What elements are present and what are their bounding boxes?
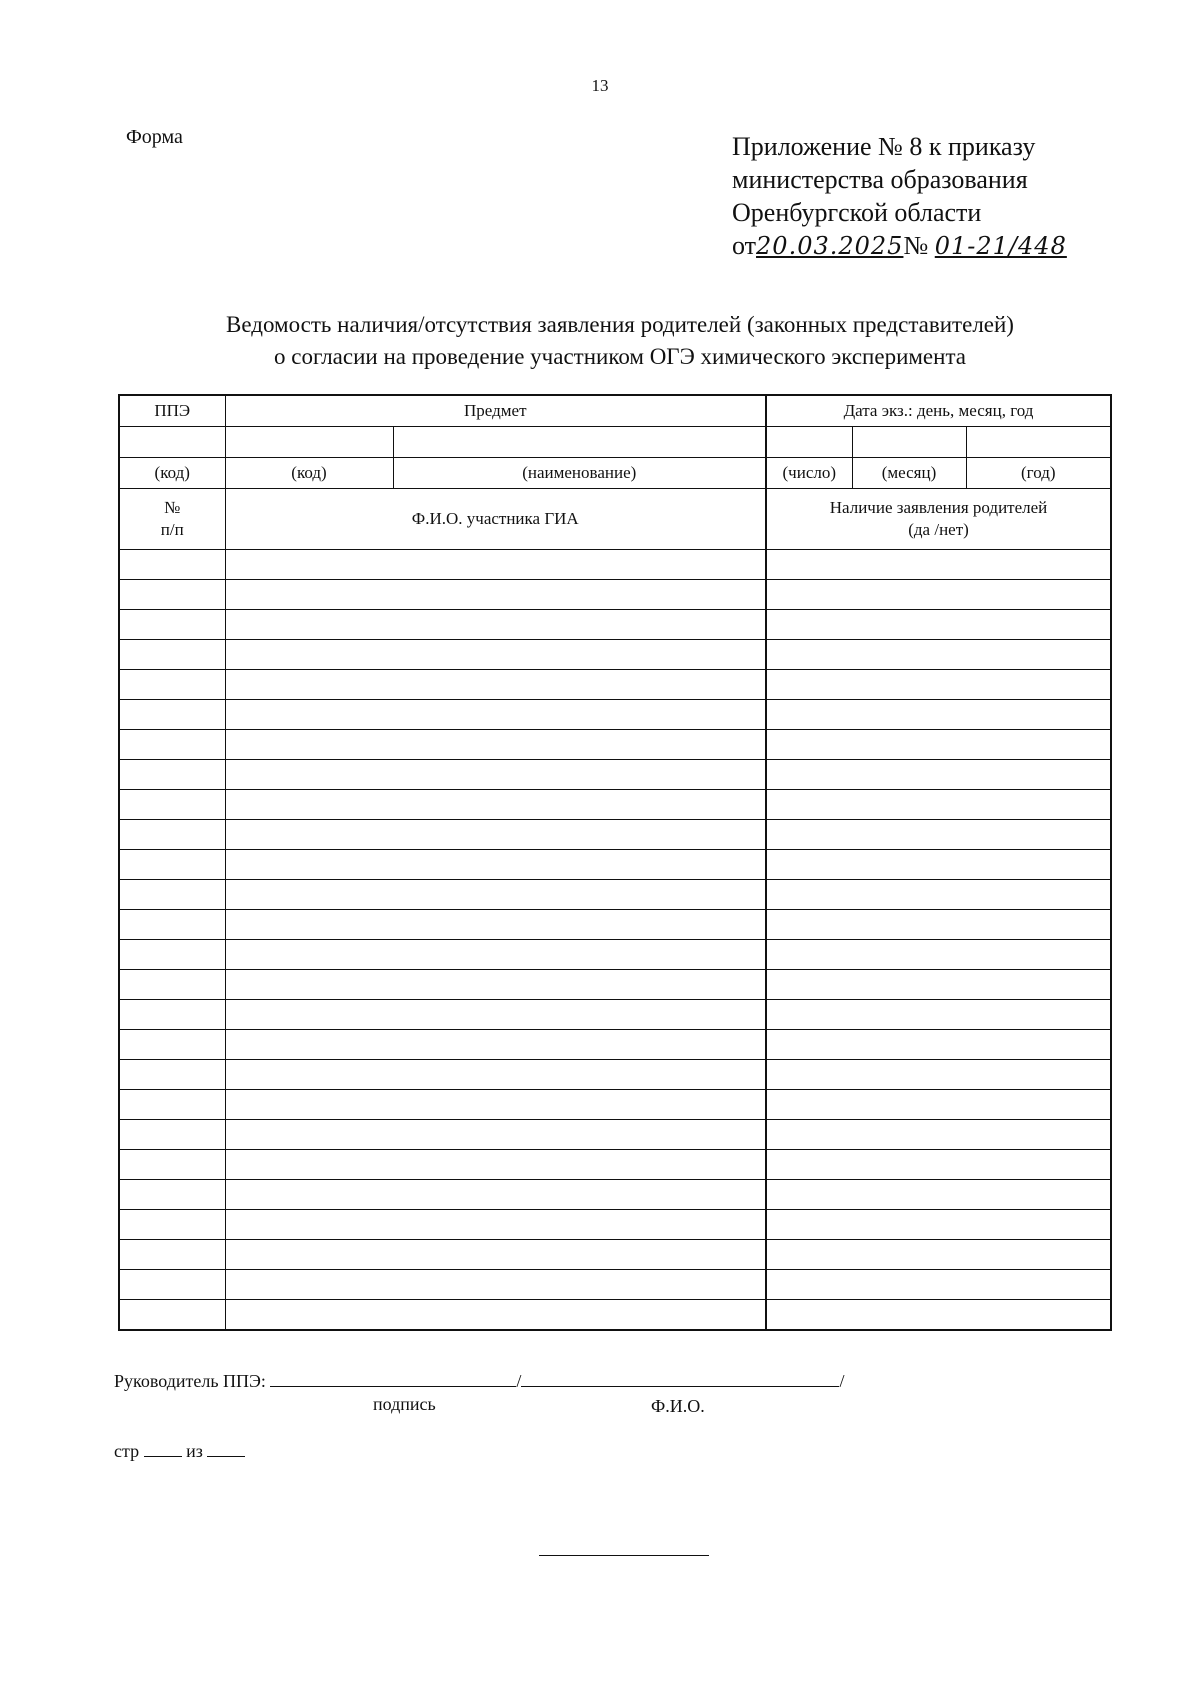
row-number-cell[interactable] bbox=[119, 1150, 225, 1180]
table-row bbox=[119, 580, 1111, 610]
appendix-block bbox=[732, 130, 1067, 263]
row-number-cell[interactable] bbox=[119, 640, 225, 670]
row-statement-cell[interactable] bbox=[766, 1120, 1111, 1150]
row-statement-cell[interactable] bbox=[766, 610, 1111, 640]
row-statement-cell[interactable] bbox=[766, 790, 1111, 820]
row-number-cell[interactable] bbox=[119, 880, 225, 910]
row-fio-cell[interactable] bbox=[225, 550, 766, 580]
table-row bbox=[119, 610, 1111, 640]
table-row bbox=[119, 850, 1111, 880]
row-statement-cell[interactable] bbox=[766, 670, 1111, 700]
page-number-field[interactable] bbox=[144, 1440, 182, 1457]
table-row bbox=[119, 1000, 1111, 1030]
row-number-cell[interactable] bbox=[119, 670, 225, 700]
table-row bbox=[119, 880, 1111, 910]
row-number-cell[interactable] bbox=[119, 1030, 225, 1060]
month-cell[interactable] bbox=[852, 427, 966, 458]
table-row bbox=[119, 1090, 1111, 1120]
row-number-cell[interactable] bbox=[119, 1090, 225, 1120]
row-statement-cell[interactable] bbox=[766, 820, 1111, 850]
row-number-cell[interactable] bbox=[119, 1300, 225, 1331]
row-statement-cell[interactable] bbox=[766, 1240, 1111, 1270]
row-statement-cell[interactable] bbox=[766, 580, 1111, 610]
row-statement-cell[interactable] bbox=[766, 1150, 1111, 1180]
row-fio-cell[interactable] bbox=[225, 700, 766, 730]
appendix-line-3: Оренбургской области bbox=[732, 198, 982, 227]
fio-caption: Ф.И.О. bbox=[651, 1396, 705, 1416]
row-statement-cell[interactable] bbox=[766, 850, 1111, 880]
row-fio-cell[interactable] bbox=[225, 610, 766, 640]
row-number-cell[interactable] bbox=[119, 1270, 225, 1300]
row-fio-cell[interactable] bbox=[225, 670, 766, 700]
table-row bbox=[119, 550, 1111, 580]
subject-name-cell[interactable] bbox=[393, 427, 766, 458]
year-caption: (год) bbox=[966, 458, 1111, 489]
statement-label: Наличие заявления родителей bbox=[829, 498, 1048, 517]
row-number-cell[interactable] bbox=[119, 1240, 225, 1270]
appendix-line-2: министерства образования bbox=[732, 165, 1028, 194]
row-statement-cell[interactable] bbox=[766, 1090, 1111, 1120]
bottom-divider bbox=[539, 1555, 709, 1556]
page-total-field[interactable] bbox=[207, 1440, 245, 1457]
table-row bbox=[119, 1120, 1111, 1150]
table-header-row-1 bbox=[119, 395, 1111, 427]
row-number-cell[interactable] bbox=[119, 1060, 225, 1090]
exam-date-header: Дата экз.: день, месяц, год bbox=[766, 395, 1111, 427]
table-row bbox=[119, 940, 1111, 970]
ppe-header: ППЭ bbox=[119, 395, 225, 427]
table-columns-row bbox=[119, 489, 1111, 550]
month-caption: (месяц) bbox=[852, 458, 966, 489]
row-fio-cell[interactable] bbox=[225, 970, 766, 1000]
table-row bbox=[119, 820, 1111, 850]
row-statement-cell[interactable] bbox=[766, 550, 1111, 580]
row-statement-cell[interactable] bbox=[766, 910, 1111, 940]
row-number-cell[interactable] bbox=[119, 610, 225, 640]
statement-column-header bbox=[766, 489, 1111, 550]
table-row bbox=[119, 760, 1111, 790]
fio-field[interactable] bbox=[521, 1370, 839, 1387]
row-statement-cell[interactable] bbox=[766, 1270, 1111, 1300]
page-count-line bbox=[114, 1440, 245, 1462]
table-entry-row bbox=[119, 427, 1111, 458]
statement-options: (да /нет) bbox=[908, 520, 969, 539]
signature-caption: подпись bbox=[373, 1394, 436, 1414]
row-fio-cell[interactable] bbox=[225, 730, 766, 760]
table-row bbox=[119, 910, 1111, 940]
row-number-cell[interactable] bbox=[119, 910, 225, 940]
subject-name-caption: (наименование) bbox=[393, 458, 766, 489]
row-number-cell[interactable] bbox=[119, 580, 225, 610]
table-row bbox=[119, 730, 1111, 760]
appendix-line-1: Приложение № 8 к приказу bbox=[732, 132, 1036, 161]
page-label: стр bbox=[114, 1441, 140, 1461]
row-fio-cell[interactable] bbox=[225, 820, 766, 850]
day-cell[interactable] bbox=[766, 427, 852, 458]
row-fio-cell[interactable] bbox=[225, 640, 766, 670]
table-row bbox=[119, 700, 1111, 730]
number-sign: № bbox=[164, 498, 181, 517]
appendix-line-4 bbox=[732, 229, 1067, 263]
row-statement-cell[interactable] bbox=[766, 970, 1111, 1000]
row-number-cell[interactable] bbox=[119, 700, 225, 730]
table-row bbox=[119, 1270, 1111, 1300]
number-abbrev: п/п bbox=[160, 520, 184, 539]
table-caption-row bbox=[119, 458, 1111, 489]
row-statement-cell[interactable] bbox=[766, 700, 1111, 730]
statement-table bbox=[118, 394, 1112, 1331]
row-number-cell[interactable] bbox=[119, 1210, 225, 1240]
table-row bbox=[119, 1240, 1111, 1270]
row-fio-cell[interactable] bbox=[225, 1150, 766, 1180]
row-statement-cell[interactable] bbox=[766, 1030, 1111, 1060]
subject-code-cell[interactable] bbox=[225, 427, 393, 458]
title-line-2: о согласии на проведение участником ОГЭ химического эксперимента bbox=[273, 344, 966, 369]
row-number-cell[interactable] bbox=[119, 820, 225, 850]
row-statement-cell[interactable] bbox=[766, 1180, 1111, 1210]
row-fio-cell[interactable] bbox=[225, 1270, 766, 1300]
row-number-cell[interactable] bbox=[119, 1180, 225, 1210]
row-fio-cell[interactable] bbox=[225, 910, 766, 940]
row-number-cell[interactable] bbox=[119, 730, 225, 760]
row-number-cell[interactable] bbox=[119, 970, 225, 1000]
table-row bbox=[119, 790, 1111, 820]
row-number-cell[interactable] bbox=[119, 790, 225, 820]
table-row bbox=[119, 1060, 1111, 1090]
from-label: от bbox=[732, 231, 757, 260]
row-fio-cell[interactable] bbox=[225, 1060, 766, 1090]
row-fio-cell[interactable] bbox=[225, 940, 766, 970]
ppe-code-caption: (код) bbox=[119, 458, 225, 489]
row-fio-cell[interactable] bbox=[225, 880, 766, 910]
table-row bbox=[119, 640, 1111, 670]
separator-2: / bbox=[839, 1371, 845, 1391]
row-statement-cell[interactable] bbox=[766, 760, 1111, 790]
signature-line bbox=[114, 1370, 844, 1392]
row-number-cell[interactable] bbox=[119, 760, 225, 790]
row-fio-cell[interactable] bbox=[225, 1090, 766, 1120]
row-number-cell[interactable] bbox=[119, 550, 225, 580]
day-caption: (число) bbox=[766, 458, 852, 489]
number-label: № bbox=[903, 231, 929, 260]
row-statement-cell[interactable] bbox=[766, 1300, 1111, 1331]
row-number-cell[interactable] bbox=[119, 1120, 225, 1150]
table-row bbox=[119, 1210, 1111, 1240]
ppe-code-cell[interactable] bbox=[119, 427, 225, 458]
subject-header: Предмет bbox=[225, 395, 766, 427]
row-fio-cell[interactable] bbox=[225, 1120, 766, 1150]
signature-field[interactable] bbox=[270, 1370, 516, 1387]
table-row bbox=[119, 970, 1111, 1000]
handwritten-number: 01-21/448 bbox=[934, 232, 1067, 260]
form-label: Форма bbox=[126, 126, 183, 148]
row-statement-cell[interactable] bbox=[766, 640, 1111, 670]
row-fio-cell[interactable] bbox=[225, 1030, 766, 1060]
blank-rows bbox=[119, 550, 1111, 1331]
handwritten-date: 20.03.2025 bbox=[756, 232, 904, 260]
row-fio-cell[interactable] bbox=[225, 1210, 766, 1240]
row-number-cell[interactable] bbox=[119, 850, 225, 880]
row-fio-cell[interactable] bbox=[225, 760, 766, 790]
row-fio-cell[interactable] bbox=[225, 1180, 766, 1210]
separator-1: / bbox=[516, 1371, 522, 1391]
document-title bbox=[0, 309, 1200, 373]
fio-column-header: Ф.И.О. участника ГИА bbox=[225, 489, 766, 550]
row-statement-cell[interactable] bbox=[766, 1060, 1111, 1090]
row-statement-cell[interactable] bbox=[766, 940, 1111, 970]
row-fio-cell[interactable] bbox=[225, 580, 766, 610]
table-row bbox=[119, 1180, 1111, 1210]
of-label: из bbox=[186, 1441, 203, 1461]
row-statement-cell[interactable] bbox=[766, 880, 1111, 910]
row-statement-cell[interactable] bbox=[766, 1000, 1111, 1030]
subject-code-caption: (код) bbox=[225, 458, 393, 489]
number-column-header bbox=[119, 489, 225, 550]
row-number-cell[interactable] bbox=[119, 940, 225, 970]
table-row bbox=[119, 670, 1111, 700]
title-line-1: Ведомость наличия/отсутствия заявления родителей (законных представителей) bbox=[226, 312, 1014, 337]
row-number-cell[interactable] bbox=[119, 1000, 225, 1030]
table-row bbox=[119, 1300, 1111, 1331]
row-fio-cell[interactable] bbox=[225, 1000, 766, 1030]
row-fio-cell[interactable] bbox=[225, 1240, 766, 1270]
row-fio-cell[interactable] bbox=[225, 790, 766, 820]
year-cell[interactable] bbox=[966, 427, 1111, 458]
table-row bbox=[119, 1030, 1111, 1060]
row-statement-cell[interactable] bbox=[766, 1210, 1111, 1240]
row-statement-cell[interactable] bbox=[766, 730, 1111, 760]
table-row bbox=[119, 1150, 1111, 1180]
page-number: 13 bbox=[591, 76, 609, 95]
row-fio-cell[interactable] bbox=[225, 1300, 766, 1331]
row-fio-cell[interactable] bbox=[225, 850, 766, 880]
head-label: Руководитель ППЭ: bbox=[114, 1371, 266, 1391]
